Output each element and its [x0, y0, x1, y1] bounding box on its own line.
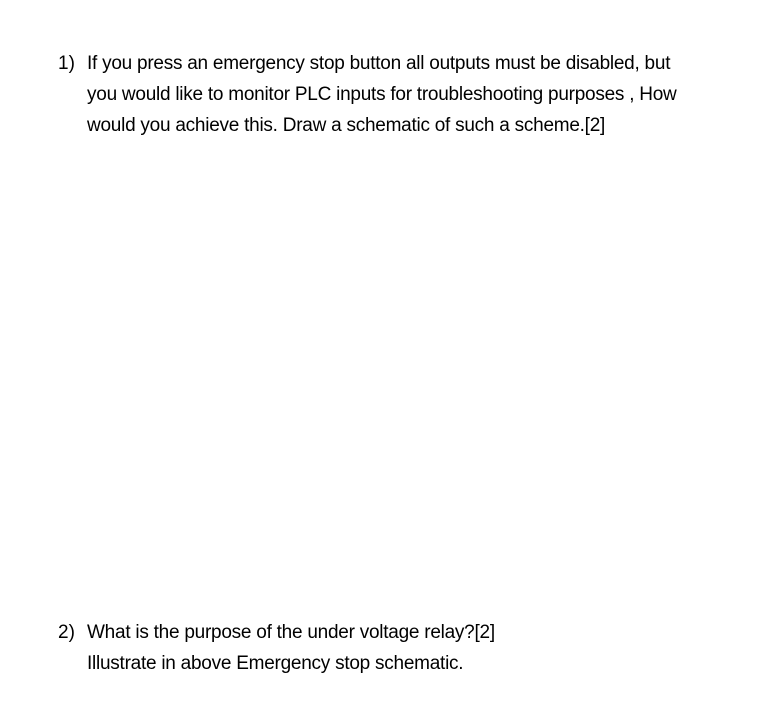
question-1-line-1: If you press an emergency stop button all outputs must be disabled, but: [87, 53, 671, 74]
question-2-line-2: Illustrate in above Emergency stop schematic.: [87, 653, 464, 674]
question-1: [58, 48, 748, 141]
question-2-text: [87, 617, 748, 679]
answer-space: [58, 150, 748, 600]
question-1-text: [87, 48, 748, 141]
question-1-number: 1): [58, 53, 75, 74]
question-1-line-2: you would like to monitor PLC inputs for troubleshooting purposes , How: [87, 84, 677, 105]
question-2: [58, 617, 748, 679]
question-2-line-1: What is the purpose of the under voltage relay?[2]: [87, 622, 495, 643]
question-1-line-3: would you achieve this. Draw a schematic of such a scheme.[2]: [87, 115, 606, 136]
question-2-number: 2): [58, 622, 75, 643]
